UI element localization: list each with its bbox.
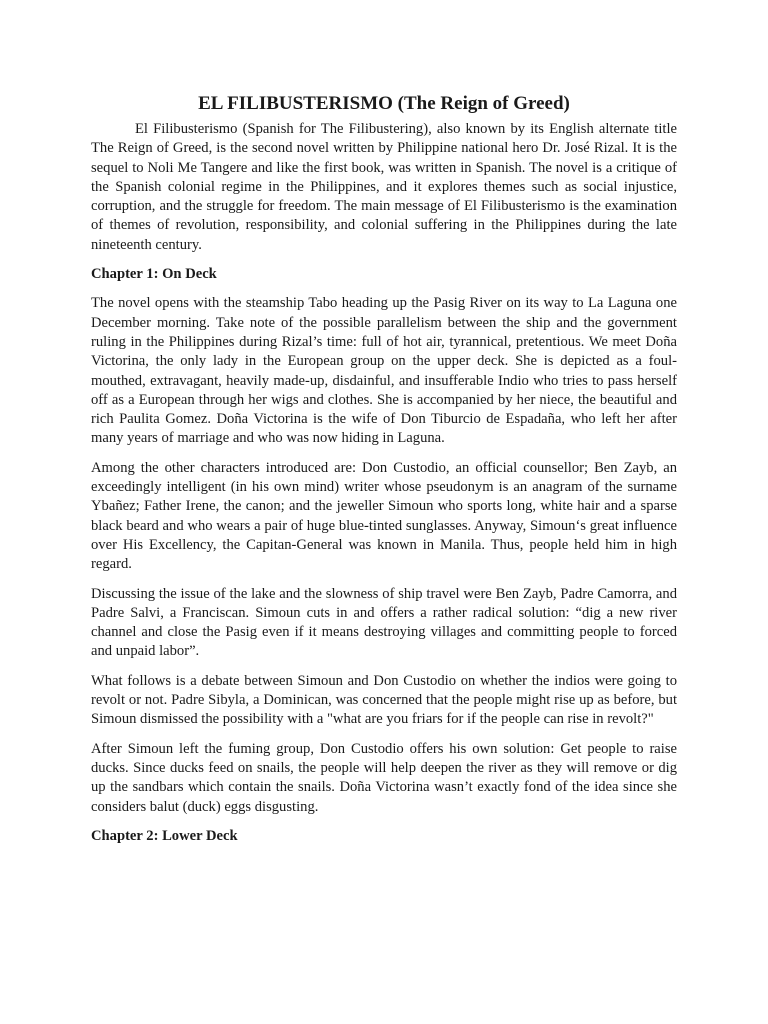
chapter-1-heading: Chapter 1: On Deck xyxy=(91,266,217,283)
intro-paragraph: El Filibusterismo (Spanish for The Filibustering), also known by its English alternate title The Reign of Greed, is the second novel written by Philippine national hero Dr. José Rizal. It is the sequel to Noli Me Tangere and like the first book, was written in Spanish. The novel is a critique of the Spanish colonial regime in the Philippines, and it explores themes such as social injustice, corruption, and the struggle for freedom. The main message of El Filibusterismo is the examination of themes of revolution, responsibility, and colonial suffering in the Philippines during the late nineteenth century. xyxy=(91,121,677,253)
chapter-1-paragraph: After Simoun left the fuming group, Don Custodio offers his own solution: Get people to raise ducks. Since ducks feed on snails, the people will help deepen the river as they will remove or dig up the sandbars which contain the snails. Doña Victorina wasn’t exactly fond of the idea since she considers balut (duck) eggs disgusting. xyxy=(91,740,677,815)
chapter-1-paragraph: What follows is a debate between Simoun and Don Custodio on whether the indios were going to revolt or not. Padre Sibyla, a Dominican, was concerned that the people might rise up as before, but Simoun dismissed the possibility with a "what are you friars for if the people can rise in revolt?" xyxy=(91,672,677,728)
document-title: EL FILIBUSTERISMO (The Reign of Greed) xyxy=(198,93,570,114)
chapter-1-paragraph: The novel opens with the steamship Tabo heading up the Pasig River on its way to La Laguna one December morning. Take note of the possible parallelism between the ship and the government ruling in the Philippines during Rizal’s time: full of hot air, tyrannical, pretentious. We meet Doña Victorina, the only lady in the European group on the upper deck. She is depicted as a foul-mouthed, extravagant, heavily made-up, disdainful, and insufferable Indio who tries to pass herself off as a European through her wigs and clothes. She is accompanied by her niece, the beautiful and rich Paulita Gomez. Doña Victorina is the wife of Don Tiburcio de Espadaña, who left her after many years of marriage and who was now hiding in Laguna. xyxy=(91,295,677,447)
chapter-1-paragraph: Discussing the issue of the lake and the slowness of ship travel were Ben Zayb, Padre Camorra, and Padre Salvi, a Franciscan. Simoun cuts in and offers a rather radical solution: “dig a new river channel and close the Pasig even if it means destroying villages and committing people to forced and unpaid labor”. xyxy=(91,585,677,660)
document-page xyxy=(91,92,677,856)
chapter-2-heading: Chapter 2: Lower Deck xyxy=(91,827,238,844)
chapter-1-paragraph: Among the other characters introduced are: Don Custodio, an official counsellor; Ben Zayb, an exceedingly intelligent (in his own mind) writer whose pseudonym is an anagram of the surname Ybañez; Father Irene, the canon; and the jeweller Simoun who sports long, white hair and a sparse black beard and who wears a pair of huge blue-tinted sunglasses. Anyway, Simoun‘s great influence over His Excellency, the Capitan-General was known in Manila. Thus, people held him in high regard. xyxy=(91,459,677,573)
